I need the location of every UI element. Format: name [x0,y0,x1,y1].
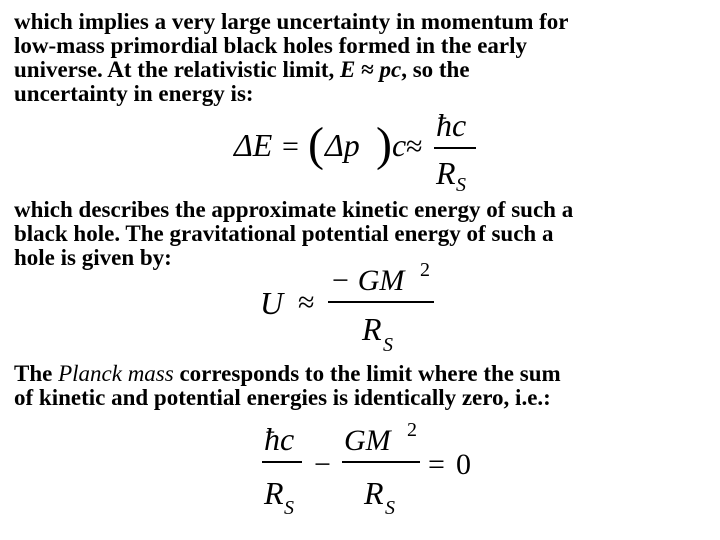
math-symbol-pc: pc [379,57,402,82]
eq1-equals: = [282,130,299,163]
text-line: hole is given by: [14,245,172,270]
eq2-denominator-r: R [362,311,382,347]
eq1-paren-close: ) [376,118,392,171]
eq3-equals: = [428,448,445,481]
equation-planck-condition [258,418,488,530]
eq3-rhs: 0 [456,448,471,481]
math-symbol-e: E [340,57,356,82]
eq1-denominator-r: R [436,155,456,191]
text-line: of kinetic and potential energies is identically zero, i.e.: [14,385,551,410]
planck-mass-term: Planck mass [58,361,174,386]
eq1-denominator-sub: S [456,174,466,196]
text-line: low-mass primordial black holes formed in the early [14,33,527,58]
eq2-lhs: U [260,285,284,321]
eq1-numerator: ħc [436,107,467,143]
eq2-denominator-sub: S [383,334,393,356]
text-line: which describes the approximate kinetic energy of such a [14,197,574,222]
eq3-minus: − [314,448,331,481]
eq1-approx: ≈ [406,130,423,163]
paragraph-planck-mass [14,362,714,410]
eq2-exponent: 2 [420,259,430,281]
text-fragment: corresponds to the limit where the sum [173,361,561,386]
paragraph-momentum-uncertainty [14,10,714,106]
approx-symbol: ≈ [355,57,380,82]
eq3-term2-exponent: 2 [407,419,417,441]
eq3-term1-denominator-sub: S [284,497,294,519]
eq3-term2-denominator-sub: S [385,497,395,519]
eq3-term1-denominator-r: R [264,475,284,511]
text-line-planck [14,362,714,386]
eq1-delta-p: Δp [325,127,360,163]
eq2-numerator: − GM [330,264,405,297]
text-line-relativistic [14,58,714,82]
equation-potential-energy [258,254,448,358]
text-fragment: The [14,361,59,386]
text-fragment: , so the [401,57,470,82]
eq3-term2-denominator-r: R [364,475,384,511]
eq1-c: c [392,127,407,163]
eq1-paren-open: ( [308,118,324,171]
text-fragment: universe. At the relativistic limit, [14,57,340,82]
eq2-approx: ≈ [298,286,315,319]
eq3-term2-numerator: GM [344,424,391,457]
text-line: which implies a very large uncertainty in momentum for [14,9,569,34]
eq3-term1-numerator: ħc [264,421,295,457]
eq1-lhs: ΔE [234,127,273,163]
equation-energy-uncertainty [230,98,480,198]
text-line: uncertainty in energy is: [14,81,254,106]
text-line: black hole. The gravitational potential energy of such a [14,221,554,246]
